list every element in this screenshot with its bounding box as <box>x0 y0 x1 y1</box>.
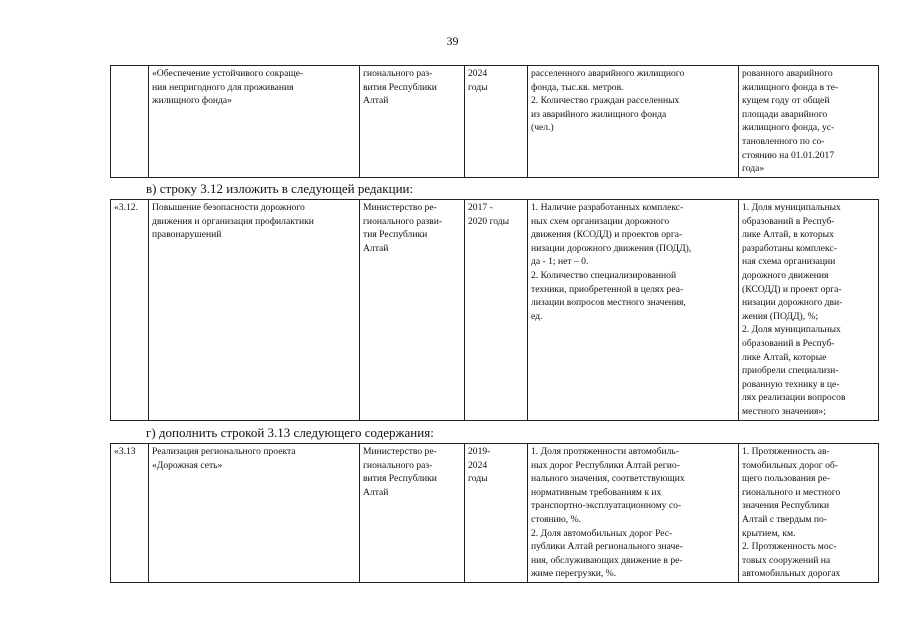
cell-indicator <box>528 200 739 421</box>
section-heading-3-12: в) строку 3.12 изложить в следующей редакции: <box>146 181 414 196</box>
cell-text-line: тия Республики <box>363 229 428 241</box>
cell-text-line: года» <box>742 163 765 175</box>
cell-text-line: лизации вопросов местного значения, <box>531 297 686 309</box>
cell-text-line: 1. Доля протяженности автомобиль- <box>531 446 680 457</box>
cell-text-line: Алтай <box>363 486 389 498</box>
cell-text-line: нального значения, соответствующих <box>531 473 685 485</box>
cell-text-line: разработаны комплекс- <box>742 242 837 254</box>
cell-text-line: дорожного движения <box>742 269 829 281</box>
cell-text-line: гионального и местного <box>742 486 841 498</box>
cell-text-line: ных дорог Республики Алтай регио- <box>531 459 680 471</box>
cell-text-line: лике Алтай, в которых <box>742 229 834 241</box>
cell-text-line: рованного аварийного <box>742 68 833 79</box>
cell-number: «3.13 <box>111 444 149 583</box>
cell-text-line: вития Республики <box>363 81 437 93</box>
cell-text-line: да - 1; нет – 0. <box>531 256 589 268</box>
cell-text-line: (чел.) <box>531 122 554 134</box>
cell-text-line: расселенного аварийного жилищного <box>531 68 685 79</box>
table-row-3-12 <box>110 199 879 421</box>
cell-text-line: (КСОДД) и проект орга- <box>742 283 842 295</box>
cell-text-line: местного значения»; <box>742 405 826 417</box>
cell-text-line: гионального раз- <box>363 459 433 471</box>
cell-text-line: Алтай <box>363 242 389 254</box>
cell-text-line: нормативным требованиям к их <box>531 486 662 498</box>
table-row <box>111 200 879 421</box>
cell-text-line: площади аварийного <box>742 108 828 120</box>
table-row-3-13 <box>110 443 879 583</box>
cell-result <box>739 200 879 421</box>
cell-text-line: фонда, тыс.кв. метров. <box>531 81 624 93</box>
cell-text-line: Алтай с твердым по- <box>742 513 827 525</box>
cell-text-line: правонарушений <box>152 229 222 241</box>
cell-text-line: 2. Протяженность мос- <box>742 541 837 553</box>
cell-executor <box>360 444 465 583</box>
cell-text-line: 1. Протяженность ав- <box>742 446 830 457</box>
cell-text-line: годы <box>468 473 488 485</box>
cell-name <box>149 66 360 178</box>
cell-text-line: 2. Доля муниципальных <box>742 324 841 336</box>
cell-text-line: Реализация регионального проекта <box>152 446 296 457</box>
cell-text-line: жилищного фонда» <box>152 95 232 107</box>
cell-text-line: движения и организация профилактики <box>152 215 314 227</box>
cell-executor <box>360 200 465 421</box>
cell-text-line: лике Алтай, которые <box>742 351 827 363</box>
section-heading-3-13: г) дополнить строкой 3.13 следующего содержания: <box>146 425 434 440</box>
table-row-continuation <box>110 65 879 178</box>
cell-text-line: приобрели специализи- <box>742 365 839 377</box>
cell-result <box>739 66 879 178</box>
cell-period <box>465 444 528 583</box>
cell-text-line: автомобильных дорогах <box>742 568 841 580</box>
cell-text-line: жиме перегрузки, %. <box>531 568 617 580</box>
cell-text-line: «Обеспечение устойчивого сокраще- <box>152 68 304 79</box>
cell-text-line: транспортно-эксплуатационному со- <box>531 500 682 512</box>
cell-text-line: жения (ПОДД), %; <box>742 310 819 322</box>
cell-text-line: ния непригодного для проживания <box>152 81 294 93</box>
cell-text-line: лях реализации вопросов <box>742 392 846 404</box>
cell-text-line: ед. <box>531 310 543 322</box>
cell-text-line: стоянию на 01.01.2017 <box>742 149 835 161</box>
cell-text-line: стоянию, %. <box>531 513 581 525</box>
cell-text-line: томобильных дорог об- <box>742 459 838 471</box>
cell-text-line: 2. Количество специализированной <box>531 269 677 281</box>
cell-number <box>111 66 149 178</box>
cell-text-line: 2017 - <box>468 202 493 213</box>
cell-text-line: крытием, км. <box>742 527 796 539</box>
cell-number: «3.12. <box>111 200 149 421</box>
cell-text-line: товых сооружений на <box>742 554 831 566</box>
cell-text-line: гионального разви- <box>363 215 443 227</box>
cell-text-line: 1. Доля муниципальных <box>742 202 841 213</box>
cell-text-line: годы <box>468 81 488 93</box>
cell-text-line: щего пользования ре- <box>742 473 831 485</box>
cell-text-line: образований в Респуб- <box>742 215 835 227</box>
cell-text-line: гионального раз- <box>363 68 433 79</box>
cell-text-line: рованную технику в це- <box>742 378 840 390</box>
cell-text-line: техники, приобретенной в целях реа- <box>531 283 684 295</box>
cell-text-line: образований в Респуб- <box>742 337 835 349</box>
cell-indicator <box>528 66 739 178</box>
cell-text-line: низации дорожного движения (ПОДД), <box>531 242 692 254</box>
cell-text-line: «Дорожная сеть» <box>152 459 223 471</box>
cell-text-line: 2. Доля автомобильных дорог Рес- <box>531 527 673 539</box>
cell-executor <box>360 66 465 178</box>
cell-text-line: 2. Количество граждан расселенных <box>531 95 680 107</box>
table-row <box>111 66 879 178</box>
cell-indicator <box>528 444 739 583</box>
cell-text-line: 2020 годы <box>468 215 510 227</box>
cell-text-line: 2019- <box>468 446 491 457</box>
cell-text-line: из аварийного жилищного фонда <box>531 108 667 120</box>
cell-text-line: Повышение безопасности дорожного <box>152 202 305 213</box>
cell-text-line: Министерство ре- <box>363 202 437 213</box>
cell-period <box>465 66 528 178</box>
cell-text-line: публики Алтай регионального значе- <box>531 541 683 553</box>
cell-text-line: ния, обслуживающих движение в ре- <box>531 554 683 566</box>
cell-text-line: Алтай <box>363 95 389 107</box>
cell-text-line: значения Республики <box>742 500 830 512</box>
cell-text-line: ная схема организации <box>742 256 836 268</box>
cell-period <box>465 200 528 421</box>
cell-result <box>739 444 879 583</box>
cell-text-line: тановленного по со- <box>742 135 825 147</box>
cell-name <box>149 200 360 421</box>
cell-text-line: ных схем организации дорожного <box>531 215 670 227</box>
cell-text-line: низации дорожного дви- <box>742 297 843 309</box>
table-row <box>111 444 879 583</box>
cell-text-line: 2024 <box>468 68 488 79</box>
page-number: 39 <box>446 34 459 48</box>
cell-text-line: жилищного фонда в те- <box>742 81 839 93</box>
cell-text-line: 2024 <box>468 459 488 471</box>
cell-text-line: 1. Наличие разработанных комплекс- <box>531 202 684 213</box>
cell-name <box>149 444 360 583</box>
cell-text-line: вития Республики <box>363 473 437 485</box>
cell-text-line: движения (КСОДД) и проектов орга- <box>531 229 683 241</box>
cell-text-line: Министерство ре- <box>363 446 437 457</box>
cell-text-line: жилищного фонда, ус- <box>742 122 835 134</box>
cell-text-line: кущем году от общей <box>742 95 830 107</box>
